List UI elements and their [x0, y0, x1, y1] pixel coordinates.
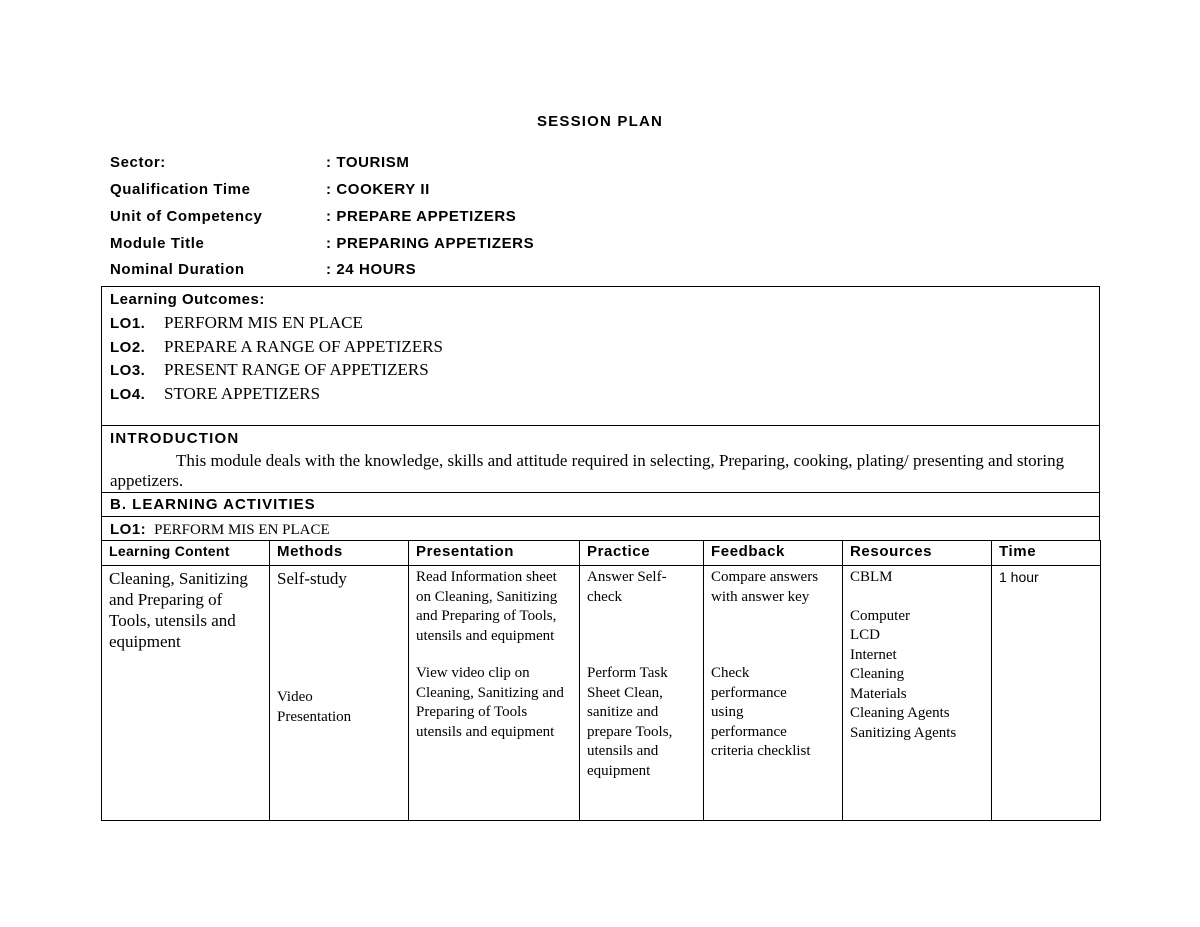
outcome-number: LO2.	[110, 339, 146, 356]
learning-activities-bar	[101, 492, 1100, 516]
learning-outcome-item	[110, 360, 429, 380]
resources-cell	[843, 566, 992, 821]
meta-value: : PREPARE APPETIZERS	[326, 208, 517, 225]
outcome-text: PREPARE A RANGE OF APPETIZERS	[164, 337, 443, 356]
page-title: SESSION PLAN	[536, 113, 664, 130]
meta-value: : 24 HOURS	[326, 261, 417, 278]
column-header: Feedback	[704, 541, 843, 566]
resource-item: Cleaning Agents	[850, 705, 950, 721]
introduction-text: This module deals with the knowledge, skills and attitude required in selecting, Preparing, cooking, plating/ presenting and storing appetizers.	[110, 451, 1065, 490]
meta-label: Unit of Competency	[110, 208, 263, 225]
outcome-number: LO3.	[110, 362, 146, 379]
resource-item: Computer	[850, 607, 910, 624]
feedback-item: Check performance using performance criteria checklist	[711, 665, 811, 759]
lo1-label	[110, 521, 330, 539]
column-header: Presentation	[409, 541, 580, 566]
column-header: Learning Content	[102, 541, 270, 566]
learning-activities-heading: B. LEARNING ACTIVITIES	[110, 496, 316, 513]
meta-label: Sector:	[110, 154, 166, 171]
column-header: Methods	[270, 541, 409, 566]
learning-outcomes-heading: Learning Outcomes:	[110, 291, 265, 308]
resource-item: Internet	[850, 646, 897, 663]
learning-outcome-item	[110, 384, 320, 404]
outcome-text: PERFORM MIS EN PLACE	[164, 313, 363, 332]
practice-item: Perform Task Sheet Clean, sanitize and prepare Tools, utensils and equipment	[587, 665, 673, 779]
resource-item: Sanitizing Agents	[850, 724, 957, 741]
meta-label: Nominal Duration	[110, 261, 245, 278]
column-header: Resources	[843, 541, 992, 566]
meta-label: Qualification Time	[110, 181, 251, 198]
introduction-heading: INTRODUCTION	[110, 430, 240, 447]
column-header: Practice	[580, 541, 704, 566]
table-row	[102, 566, 1101, 821]
time-cell: 1 hour	[992, 566, 1101, 821]
learning-content-cell: Cleaning, Sanitizing and Preparing of Tools, utensils and equipment	[102, 566, 270, 821]
resource-item: LCD	[850, 627, 880, 643]
table-header-row	[102, 541, 1101, 566]
resource-gap	[850, 588, 984, 607]
practice-cell	[580, 566, 704, 821]
method-item: Self-study	[277, 569, 347, 588]
outcome-text: PRESENT RANGE OF APPETIZERS	[164, 360, 429, 379]
lo1-text: PERFORM MIS EN PLACE	[154, 522, 330, 538]
meta-value: : TOURISM	[326, 154, 410, 171]
meta-value: : PREPARING APPETIZERS	[326, 235, 535, 252]
presentation-item: Read Information sheet on Cleaning, Sanitizing and Preparing of Tools, utensils and equipment	[416, 569, 558, 644]
resource-item: CBLM	[850, 569, 893, 585]
outcome-number: LO1.	[110, 315, 146, 332]
column-header: Time	[992, 541, 1101, 566]
outcome-text: STORE APPETIZERS	[164, 384, 321, 403]
resource-item: Cleaning Materials	[850, 666, 907, 702]
methods-cell	[270, 566, 409, 821]
lo1-number: LO1:	[110, 521, 147, 538]
method-item: Video Presentation	[277, 689, 352, 725]
lo1-bar	[101, 516, 1100, 540]
feedback-item: Compare answers with answer key	[711, 569, 819, 605]
outcome-number: LO4.	[110, 386, 146, 403]
meta-label: Module Title	[110, 235, 205, 252]
practice-item: Answer Self-check	[587, 569, 667, 605]
presentation-cell	[409, 566, 580, 821]
feedback-cell	[704, 566, 843, 821]
activities-table	[101, 540, 1101, 821]
learning-outcomes-box	[101, 286, 1100, 425]
meta-value: : COOKERY II	[326, 181, 430, 198]
presentation-item: View video clip on Cleaning, Sanitizing and Preparing of Tools utensils and equipment	[416, 665, 564, 740]
learning-outcome-item	[110, 313, 363, 333]
learning-outcome-item	[110, 337, 443, 357]
introduction-box	[101, 425, 1100, 492]
